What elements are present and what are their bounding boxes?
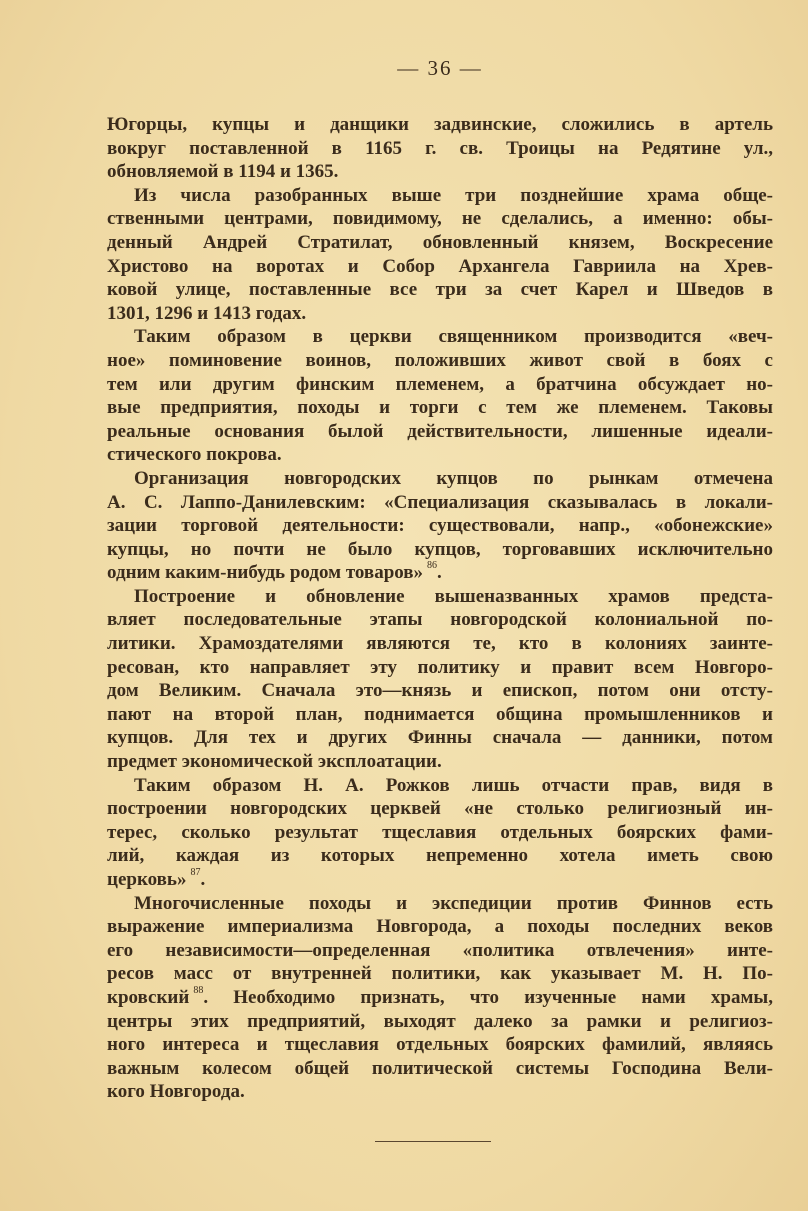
footnote-ref: 86 <box>427 560 438 572</box>
text-line: Организация новгородских купцов по рынкам отмечена <box>134 467 773 489</box>
end-rule-divider <box>375 1141 491 1142</box>
text-line: Таким образом Н. А. Рожков лишь отчасти прав, видя в <box>134 774 773 796</box>
paragraph <box>107 467 773 585</box>
text-line: Из числа разобранных выше три позднейшие храма обще- <box>134 184 773 206</box>
text-line: стического покрова. <box>107 444 282 466</box>
body-text <box>107 113 773 1104</box>
text-line: вляет последовательные этапы новгородской колониальной по- <box>107 609 773 631</box>
text-line: его независимости—определенная «политика отвлечения» инте- <box>107 939 773 961</box>
text-line: ственными центрами, повидимому, не сделались, а именно: обы- <box>107 208 773 230</box>
text-line: А. С. Лаппо-Данилевским: «Специализация сказывалась в локали- <box>107 491 773 513</box>
line-text: кровский <box>107 986 190 1008</box>
text-line: ное» поминовение воинов, положивших живот свой в боях с <box>107 349 773 371</box>
line-text: . <box>437 562 442 584</box>
text-line: построении новгородских церквей «не столько религиозный ин- <box>107 798 773 820</box>
text-line: реальные основания былой действительности, лишенные идеали- <box>107 420 773 442</box>
text-line: тем или другим финским племенем, а братчина обсуждает но- <box>107 373 773 395</box>
line-text: . <box>200 869 206 890</box>
text-line: купцов. Для тех и других Финны сначала — данники, потом <box>107 727 773 749</box>
text-line: ресован, кто направляет эту политику и правит всем Новгоро- <box>107 656 773 678</box>
paragraph <box>107 325 773 467</box>
footnote-ref: 88 <box>193 984 204 996</box>
text-line: вокруг поставленной в 1165 г. св. Троицы на Редятине ул., <box>107 137 773 159</box>
text-line: Югорцы, купцы и данщики задвинские, сложились в артель <box>107 114 773 135</box>
text-line: 1301, 1296 и 1413 годах. <box>107 302 307 324</box>
text-line: Таким образом в церкви священником производится «веч- <box>134 326 773 348</box>
text-line: выражение империализма Новгорода, а походы последних веков <box>107 916 773 938</box>
text-line: денный Андрей Стратилат, обновленный князем, Воскресение <box>107 231 773 253</box>
paragraph <box>107 184 773 326</box>
text-line <box>107 986 773 1010</box>
paragraph <box>107 113 773 184</box>
text-line: терес, сколько результат тщеславия отдельных боярских фами- <box>107 821 773 843</box>
text-line: вые предприятия, походы и торги с тем же племенем. Таковы <box>107 397 773 419</box>
footnote-ref: 87 <box>190 867 201 878</box>
text-line: Христово на воротах и Собор Архангела Гавриила на Хрев- <box>107 255 773 277</box>
text-line: дом Великим. Сначала это—князь и епископ, потом они отсту- <box>107 680 773 702</box>
text-line: зации торговой деятельности: существовали, напр., «обонежские» <box>107 515 773 537</box>
text-line: предмет экономической эксплоатации. <box>107 751 442 773</box>
text-line: лий, каждая из которых непременно хотела иметь свою <box>107 845 773 867</box>
text-line <box>107 868 773 892</box>
text-line: Построение и обновление вышеназванных храмов предста- <box>134 585 773 607</box>
text-line: пают на второй план, поднимается община промышленников и <box>107 703 773 725</box>
text-line: центры этих предприятий, выходят далеко за рамки и религиоз- <box>107 1010 773 1032</box>
text-line: важным колесом общей политической системы Господина Вели- <box>107 1057 773 1079</box>
text-line: литики. Храмоздателями являются те, кто в колониях заинте- <box>107 633 773 655</box>
text-line: Многочисленные походы и экспедиции против Финнов есть <box>134 892 773 914</box>
line-text: . Необходимо признать, что изученные нами храмы, <box>203 986 773 1008</box>
text-line: купцы, но почти не было купцов, торговавших исключительно <box>107 538 773 560</box>
text-line: ного интереса и тщеславия отдельных боярских фамилий, являясь <box>107 1034 773 1056</box>
paragraph <box>107 892 773 1104</box>
page-number: — 36 — <box>397 56 483 80</box>
paragraph <box>107 585 773 774</box>
text-line: кого Новгорода. <box>107 1081 245 1103</box>
text-line <box>107 561 773 585</box>
line-text: одним каким-нибудь родом товаров» <box>107 562 424 584</box>
text-line: обновляемой в 1194 и 1365. <box>107 161 339 183</box>
text-line: ресов масс от внутренней политики, как указывает М. Н. По- <box>107 963 773 985</box>
paragraph <box>107 774 773 892</box>
line-text: церковь» <box>107 869 187 890</box>
text-line: ковой улице, поставленные все три за счет Карел и Шведов в <box>107 279 773 301</box>
